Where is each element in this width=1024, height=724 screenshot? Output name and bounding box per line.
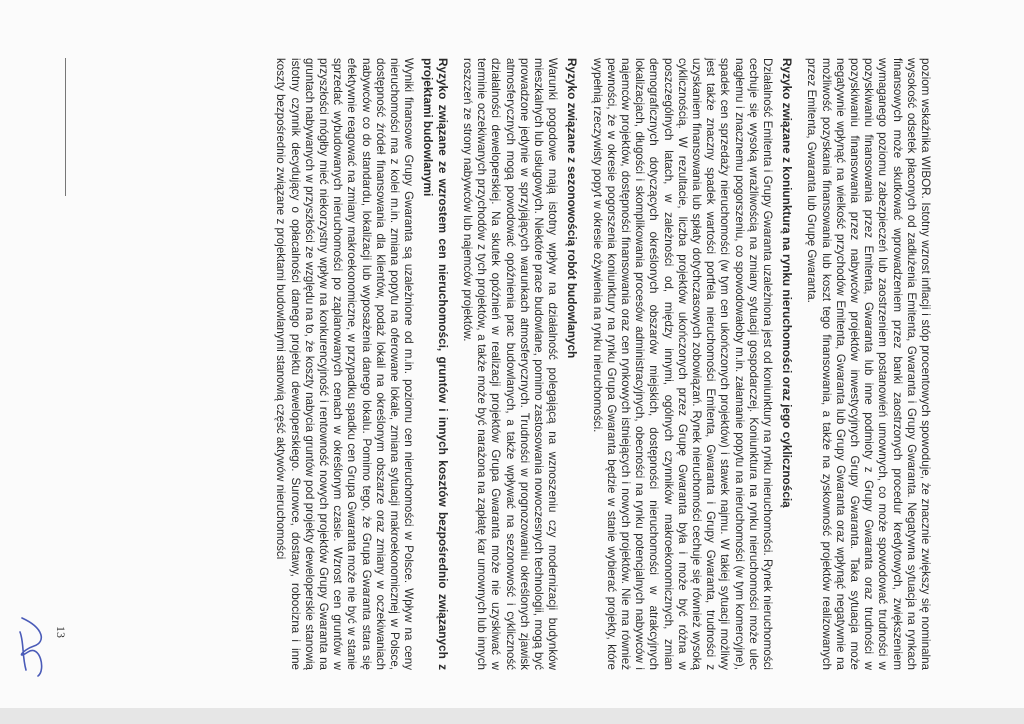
section-paragraph-price-growth: Wyniki finansowe Grupy Gwaranta są uzależnione od m.in. poziomu cen nieruchomości w Polsce. Wpływ na ceny nieruchomości ma z kolei m.in. zmiana popytu na oferowane lokale, zmiana sytuacji makroekonomicznej w Polsce, dostępność źródeł finansowania dla klientów, podaż lokali na określonym obszarze oraz zmiany w oczekiwaniach nabywców co do standardu, lokalizacji lub wyposażenia danego lokalu. Pomimo tego, że Grupa Gwaranta stara się efektywnie reagować na zmiany makroekonomiczne, w przypadku spadku cen Grupa Gwaranta może nie być w stanie sprzedać wybudowanych nieruchomości po zaplanowanych cenach w określonym czasie. Wzrost cen gruntów w przyszłości mógłby mieć niekorzystny wpływ na konkurencyjność i rentowność nowych projektów Grupy Gwaranta na gruntach nabywanych w przyszłości ze względu na to, że koszty nabycia gruntów pod projekty deweloperskie stanowią istotny czynnik decydujący o opłacalności danego projektu deweloperskiego. Surowce, dostawy, robocizna i inne koszty bezpośrednio związane z projektami budowlanymi stanowią część aktywów nieruchomości — [274, 58, 416, 670]
page-number: 13 — [54, 626, 68, 638]
document-body — [264, 58, 932, 670]
scanner-edge — [0, 708, 1024, 724]
section-heading-seasonality: Ryzyko związane z sezonowością robót budowlanych — [565, 58, 580, 359]
intro-paragraph: poziom wskaźnika WIBOR. Istotny wzrost inflacji i stóp procentowych spowoduje, że znacznie zwiększy się nominalna wysokość odsetek płaconych od zadłużenia Emitenta, Gwaranta i Grupy Gwaranta. Negatywna sytuacja na rynkach finansowych może skutkować wprowadzeniem przez banki zaostrzonych procedur kredytowych, zwiększeniem wymaganego poziomu zabezpieczeń lub zaostrzeniem postanowień umownych, co może spowodować trudności w pozyskiwaniu finansowania przez Emitenta, Gwaranta lub inne podmioty z Grupy Gwaranta oraz trudności w pozyskiwaniu finansowania przez nabywców projektów inwestycyjnych Grupy Gwaranta. Taka sytuacja może negatywnie wpłynąć na wielkość przychodów Emitenta, Gwaranta lub Grupy Gwaranta oraz wpłynąć negatywnie na możliwość pozyskania finansowania lub koszt tego finansowania, a także na zyskowność projektów realizowanych przez Emitenta, Gwaranta lub Grupę Gwaranta. — [805, 58, 932, 670]
section-heading-price-growth: Ryzyko związane ze wzrostem cen nieruchomości, gruntów i innych kosztów bezpośrednio związanych z projektami budowlanymi — [421, 58, 450, 670]
section-paragraph-seasonality: Warunki pogodowe mają istotny wpływ na działalność polegającą na wznoszeniu czy modernizacji budynków mieszkalnych lub usługowych. Niektóre prace budowlane, pomimo zastosowania nowoczesnych technologii, mogą być prowadzone jedynie w sprzyjających warunkach atmosferycznych. Trudności w prognozowaniu określonych zjawisk atmosferycznych mogą powodować opóźnienia prac budowlanych, a także wpływać na sezonowość i cykliczność działalności deweloperskiej. Na skutek opóźnień w realizacji projektów Grupa Gwaranta może nie uzyskiwać w terminie oczekiwanych przychodów z tych projektów, a także może być narażona na zapłatę kar umownych lub innych roszczeń ze strony nabywców lub najemców projektów. — [460, 58, 560, 670]
rotated-document-page — [34, 0, 1024, 700]
handwritten-initials — [8, 612, 52, 682]
section-paragraph-market-cycle: Działalność Emitenta i Grupy Gwaranta uzależniona jest od koniunktury na rynku nieruchomości. Rynek nieruchomości cechuje się wysoką wrażliwością na zmiany sytuacji gospodarczej. Koniunktura na rynku nieruchomości może ulec nagłemu i znacznemu pogorszeniu, co spowodowałoby m.in. załamanie popytu na nieruchomości (w tym komercyjne), spadek cen sprzedaży nieruchomości (w tym cen ukończonych projektów) i stawek najmu. W takiej sytuacji możliwy jest także znaczny spadek wartości portfela nieruchomości Emitenta, Gwaranta i Grupy Gwaranta, trudności z uzyskaniem finansowania lub spłaty dotychczasowych zobowiązań. Rynek nieruchomości cechuje się również wysoką cyklicznością. W rezultacie, liczba projektów ukończonych przez Grupę Gwaranta była i może być różna w poszczególnych latach, w zależności od, między innymi, ogólnych czynników makroekonomicznych, zmian demograficznych dotyczących określonych obszarów miejskich, dostępności nieruchomości w atrakcyjnych lokalizacjach, długości i skomplikowania procesów administracyjnych, obecności na rynku potencjalnych nabywców i najemców projektów, dostępności finansowania oraz cen rynkowych istniejących i nowych projektów. Nie ma również pewności, że w okresie pogorszenia koniunktury na rynku Grupa Gwaranta będzie w stanie wybierać projekty, które wypełnią rzeczywisty popyt w okresie ożywienia na rynku nieruchomości. — [590, 58, 774, 670]
section-heading-market-cycle: Ryzyko związane z koniunkturą na rynku nieruchomości oraz jego cyklicznością — [780, 58, 795, 508]
footnote-divider — [65, 58, 66, 196]
